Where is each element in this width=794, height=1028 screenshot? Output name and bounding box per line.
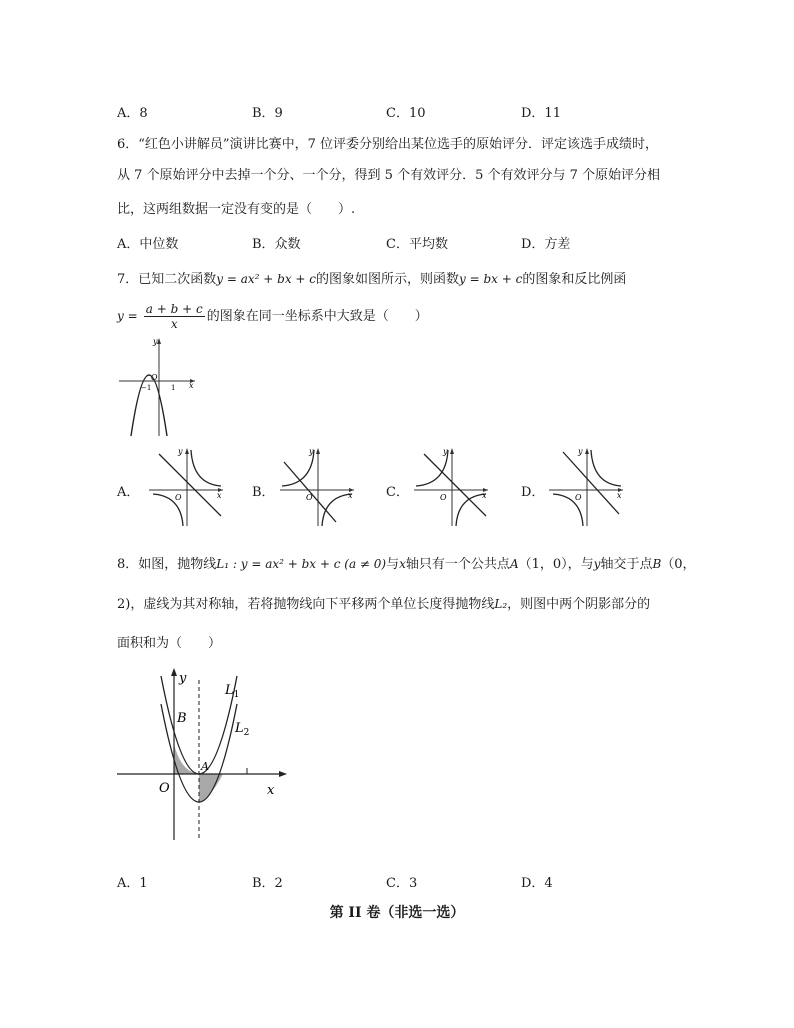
- q7-line-2: [117, 302, 428, 331]
- x-axis-label: x: [482, 491, 487, 500]
- l1-label: $L_1$: [225, 683, 240, 700]
- y-axis-label: y: [578, 447, 583, 456]
- y-axis-arrow-icon: [171, 668, 177, 676]
- q6-line-2: 从 7 个原始评分中去掉一个分、一个分，得到 5 个有效评分．5 个有效评分与 7 个原始评分相: [117, 168, 661, 183]
- q6-line-3: 比，这两组数据一定没有变的是（ ）.: [117, 202, 356, 217]
- origin-label: O: [175, 493, 182, 502]
- q8-text-f: （0，: [661, 557, 696, 572]
- q7-parabola-graph: [117, 336, 199, 440]
- q5-option-c: C．10: [386, 106, 426, 121]
- y-axis-arrow-icon: [185, 448, 189, 454]
- q7-eq-y: y =: [117, 309, 138, 323]
- q8-var-x: x: [399, 557, 406, 571]
- q7-fraction: [144, 302, 205, 331]
- q7-option-a-label: A．: [117, 485, 140, 500]
- q7-option-b-graph: [276, 446, 358, 528]
- shaded-region-left: [174, 744, 199, 774]
- q8-option-c: C．3: [386, 876, 418, 891]
- q6-option-b: B．众数: [252, 237, 301, 252]
- q7-line-1: [117, 268, 626, 287]
- q5-option-d: D．11: [521, 106, 561, 121]
- l2-label: $L_2$: [235, 721, 250, 738]
- q6-option-c: C．平均数: [386, 237, 448, 252]
- q7-option-d-label: D．: [521, 485, 545, 500]
- tick-label-one: 1: [171, 384, 176, 392]
- origin-label: O: [575, 493, 582, 502]
- q8-line-1: [117, 553, 696, 572]
- q6-line-1: 6．“红色小讲解员”演讲比赛中，7 位评委分别给出某位选手的原始评分．评定该选手成绩时，: [117, 137, 658, 152]
- q8-text-line2: 2)，虚线为其对称轴，若将抛物线向下平移两个单位长度得抛物线: [117, 597, 495, 612]
- point-a-label: A: [201, 760, 209, 773]
- q8-parabola-figure: [115, 664, 290, 842]
- q7-fraction-denominator: x: [170, 317, 178, 331]
- origin-label: O: [151, 373, 158, 382]
- x-axis-label: x: [348, 491, 353, 500]
- tick-label-minus-one: −1: [141, 384, 152, 392]
- q8-var-y: y: [593, 557, 601, 571]
- q5-option-a: A．8: [117, 106, 148, 121]
- origin-label: O: [440, 493, 447, 502]
- q8-option-a: A．1: [117, 876, 148, 891]
- origin-label: O: [306, 493, 313, 502]
- y-axis-arrow-icon: [316, 448, 320, 454]
- q8-text-line2-end: ，则图中两个阴影部分的: [507, 597, 651, 612]
- origin-label: O: [159, 781, 170, 796]
- q7-option-a-graph: [145, 446, 227, 528]
- q8-line-2: [117, 593, 650, 612]
- q8-point-a: A: [509, 557, 519, 571]
- x-axis-label: x: [267, 783, 275, 798]
- y-axis-label: y: [179, 671, 187, 686]
- x-axis-label: x: [617, 491, 622, 500]
- q8-text-c: 轴只有一个公共点: [405, 557, 510, 572]
- y-axis-label: y: [178, 447, 183, 456]
- y-axis-arrow-icon: [157, 338, 161, 344]
- section-title: 第 II 卷（非选一选）: [329, 905, 465, 921]
- q7-text-end: 的图象在同一坐标系中大致是（ ）: [206, 309, 428, 324]
- y-axis-label: y: [309, 447, 314, 456]
- q7-option-b-label: B．: [252, 485, 275, 500]
- q7-option-c-graph: [410, 446, 492, 528]
- y-axis-arrow-icon: [450, 448, 454, 454]
- y-axis-label: y: [443, 447, 448, 456]
- q6-option-d: D．方差: [521, 237, 571, 252]
- q7-eq-quadratic: y = ax² + bx + c: [216, 272, 317, 286]
- q8-l2: L₂: [494, 597, 508, 611]
- q8-point-b: B: [652, 557, 662, 571]
- x-axis-label: x: [217, 491, 222, 500]
- y-axis-label: y: [153, 337, 158, 346]
- hyperbola-branch-1: [191, 450, 221, 486]
- q7-text-b: 的图象如图所示，则函数: [316, 272, 460, 287]
- y-axis-arrow-icon: [585, 448, 589, 454]
- q8-line-3: 面积和为（ ）: [117, 636, 222, 651]
- q8-text-a: 8．如图，抛物线: [117, 557, 217, 572]
- q7-text-c: 的图象和反比例函: [522, 272, 627, 287]
- q7-text-a: 7．已知二次函数: [117, 272, 217, 287]
- shaded-region-right: [199, 774, 223, 802]
- q8-eq-parabola: L₁ : y = ax² + bx + c (a ≠ 0): [216, 557, 387, 571]
- point-b-label: B: [177, 711, 187, 726]
- q8-text-d: （1，0），与: [518, 557, 594, 572]
- hyperbola-branch-1: [591, 450, 621, 486]
- q8-text-e: 轴交于点: [600, 557, 653, 572]
- q8-option-d: D．4: [521, 876, 553, 891]
- q8-option-b: B．2: [252, 876, 283, 891]
- q7-option-c-label: C．: [386, 485, 409, 500]
- q7-eq-linear: y = bx + c: [459, 272, 523, 286]
- linear-line: [424, 454, 486, 516]
- linear-line: [563, 452, 619, 514]
- q6-option-a: A．中位数: [117, 237, 179, 252]
- q8-text-b: 与: [386, 557, 400, 572]
- linear-line: [159, 454, 221, 516]
- q7-fraction-numerator: a + b + c: [145, 302, 203, 316]
- q5-option-b: B．9: [252, 106, 283, 121]
- x-axis-label: x: [189, 381, 194, 390]
- q7-option-d-graph: [545, 446, 627, 528]
- linear-line: [284, 462, 336, 522]
- x-axis-arrow-icon: [279, 771, 287, 777]
